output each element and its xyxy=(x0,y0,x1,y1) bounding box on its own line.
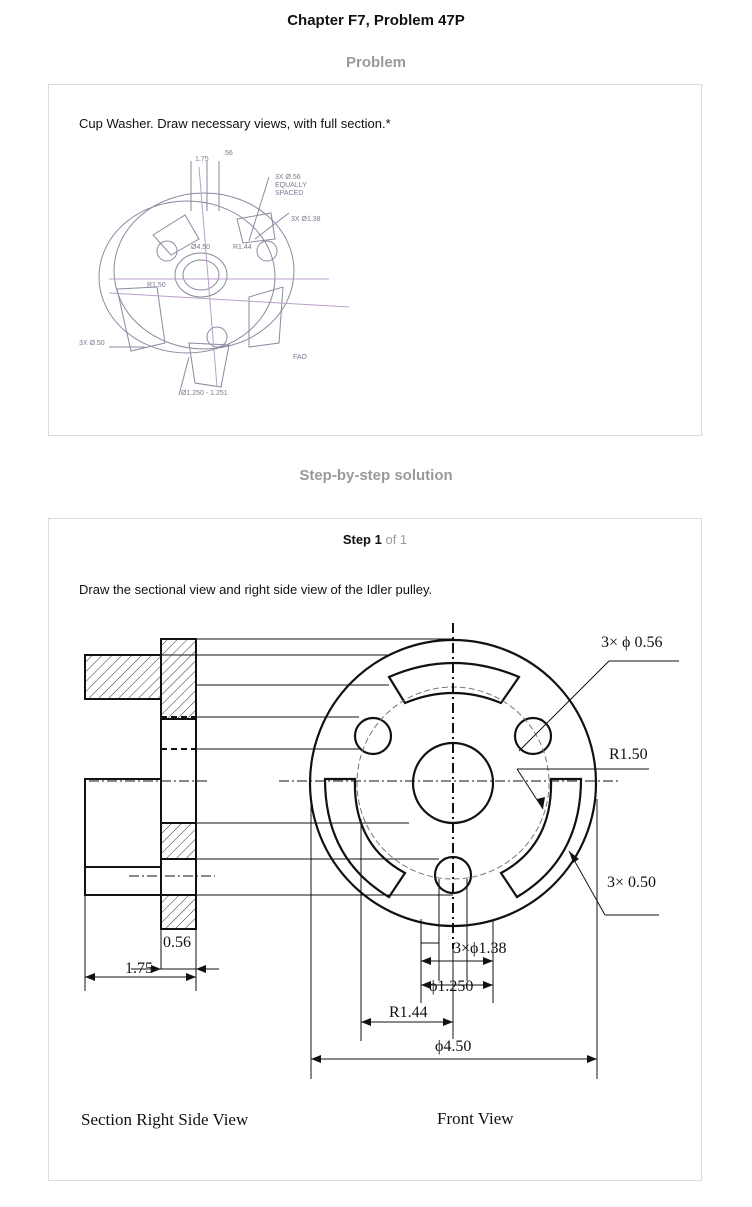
fig-bottom-note: Ø1.250 - 1.251 xyxy=(181,390,228,397)
solution-heading: Step-by-step solution xyxy=(299,467,453,484)
section-view xyxy=(85,639,196,929)
problem-figure xyxy=(79,147,379,407)
fig-note-spaced: SPACED xyxy=(275,190,304,197)
dim-r144: R1.44 xyxy=(389,1004,428,1021)
dim-bore3: 3×ϕ1.38 xyxy=(453,940,507,957)
fig-r150: R1.50 xyxy=(147,282,166,289)
fig-left-note: 3X Ø.50 xyxy=(79,340,105,347)
slot-right xyxy=(501,779,581,897)
fig-d450: Ø4.50 xyxy=(191,244,211,251)
section-hub-bore xyxy=(85,867,161,895)
fig-note-holes: 3X Ø.56 xyxy=(275,174,301,181)
solution-card xyxy=(48,518,702,1181)
dim-d1250: ϕ1.250 xyxy=(429,978,474,995)
fig-block-bottom xyxy=(189,343,229,387)
hole-top-right xyxy=(515,718,551,754)
dim-holes: 3× ϕ 0.56 xyxy=(601,634,663,651)
hole-top-left xyxy=(355,718,391,754)
fig-block-right xyxy=(249,287,283,347)
fig-r144: R1.44 xyxy=(233,244,252,251)
step-number: Step 1 xyxy=(342,532,382,547)
fig-note-slots: 3X Ø1.38 xyxy=(291,216,321,223)
section-hub xyxy=(85,779,161,867)
dim-r150: R1.50 xyxy=(609,746,648,763)
step-of: of 1 xyxy=(385,532,408,547)
fig-dim-175: 1.75 xyxy=(195,156,209,163)
problem-card xyxy=(48,84,702,436)
caption-section: Section Right Side View xyxy=(81,1110,249,1129)
caption-front: Front View xyxy=(437,1109,514,1128)
dim-d450: ϕ4.50 xyxy=(435,1038,472,1055)
dim-175: 1.75 xyxy=(125,960,153,977)
page-title: Chapter F7, Problem 47P xyxy=(287,12,465,29)
fig-dim-056: .56 xyxy=(223,150,233,157)
fig-note-equally: EQUALLY xyxy=(275,182,307,189)
step-label xyxy=(49,532,701,547)
section-flange-top xyxy=(85,655,161,699)
problem-text: Cup Washer. Draw necessary views, with full section.* xyxy=(79,116,391,131)
solution-text: Draw the sectional view and right side view of the Idler pulley. xyxy=(79,582,433,597)
fig-hole-right xyxy=(257,241,277,261)
problem-heading: Problem xyxy=(345,54,406,71)
dim-slot: 3× 0.50 xyxy=(607,874,657,891)
solution-drawing xyxy=(49,619,689,1179)
slot-left xyxy=(325,779,405,897)
fig-hub-inner xyxy=(183,260,219,290)
fig-outer-ring xyxy=(114,193,294,349)
dim-056: 0.56 xyxy=(163,934,191,951)
fig-fao: FAO xyxy=(293,354,308,361)
